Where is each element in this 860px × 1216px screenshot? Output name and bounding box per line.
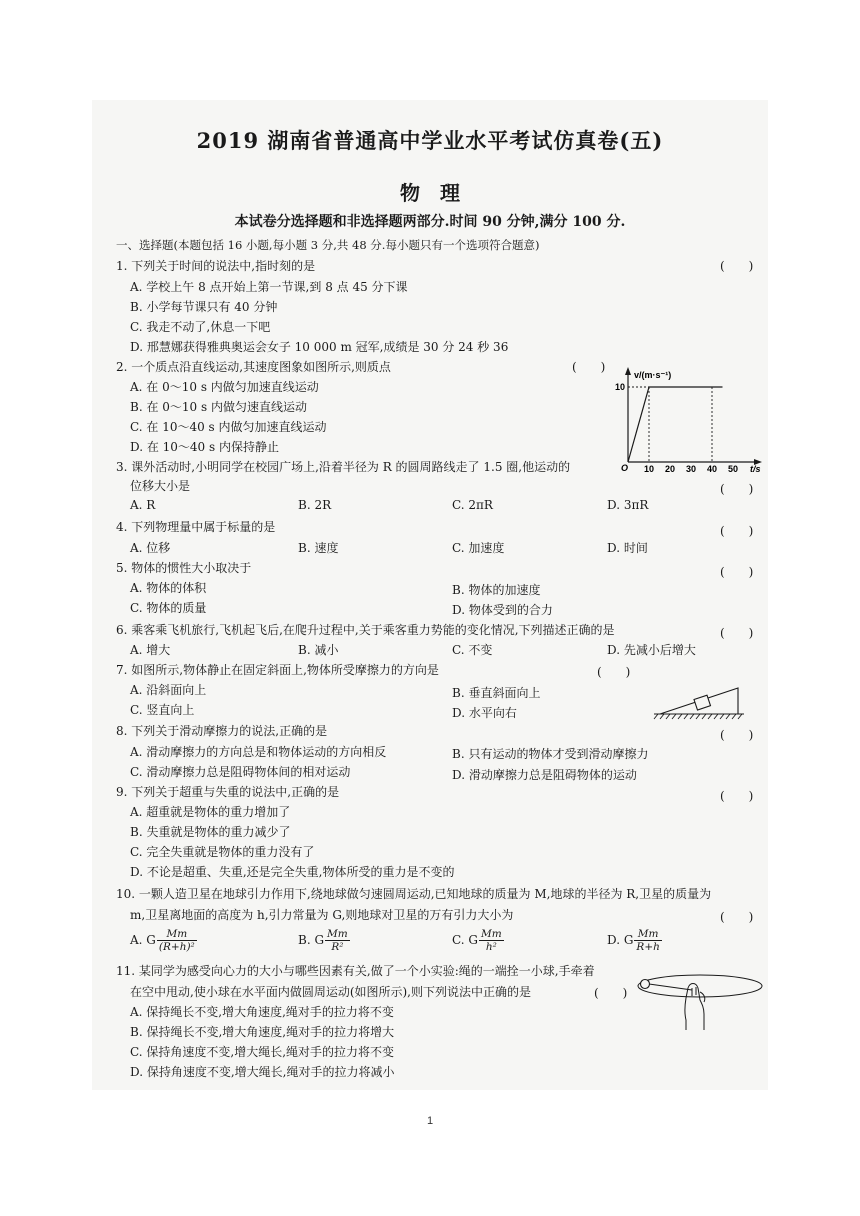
ball-icon	[641, 980, 650, 989]
question-11-stem-cont: 在空中甩动,使小球在水平面内做圆周运动(如图所示),则下列说法中正确的是	[130, 985, 531, 999]
answer-blank-3[interactable]: ( )	[720, 482, 754, 496]
q10-option-a-fraction	[157, 928, 197, 953]
q10-option-c	[452, 928, 504, 953]
question-5-stem: 5. 物体的惯性大小取决于	[116, 561, 252, 575]
question-9-stem: 9. 下列关于超重与失重的说法中,正确的是	[116, 785, 340, 799]
ground-hatching	[654, 714, 744, 719]
q1-option-d: D. 邢慧娜获得雅典奥运会女子 10 000 m 冠军,成绩是 30 分 24 秒 36	[130, 340, 509, 354]
answer-blank-4[interactable]: ( )	[720, 524, 754, 538]
q10-option-a-prefix: A. G	[130, 933, 156, 947]
q11-option-a: A. 保持绳长不变,增大角速度,绳对手的拉力将不变	[130, 1005, 394, 1019]
fraction-denominator: h²	[485, 941, 497, 953]
question-7-stem: 7. 如图所示,物体静止在固定斜面上,物体所受摩擦力的方向是	[116, 663, 439, 677]
q5-option-c: C. 物体的质量	[130, 601, 207, 615]
y-tick-label: 10	[615, 382, 626, 392]
string	[649, 984, 692, 990]
subject-title: 物 理	[400, 181, 460, 205]
q1-option-a: A. 学校上午 8 点开始上第一节课,到 8 点 45 分下课	[130, 280, 408, 294]
q1-option-c: C. 我走不动了,休息一下吧	[130, 320, 271, 334]
question-6-stem: 6. 乘客乘飞机旅行,飞机起飞后,在爬升过程中,关于乘客重力势能的变化情况,下列描述正确的是	[116, 623, 615, 637]
q2-option-b: B. 在 0～10 s 内做匀速直线运动	[130, 400, 307, 414]
q2-option-c: C. 在 10～40 s 内做匀加速直线运动	[130, 420, 327, 434]
question-2-stem: 2. 一个质点沿直线运动,其速度图象如图所示,则质点	[116, 360, 391, 374]
question-1-stem: 1. 下列关于时间的说法中,指时刻的是	[116, 259, 316, 273]
section-heading: 一、选择题(本题包括 16 小题,每小题 3 分,共 48 分.每小题只有一个选项符合题意)	[116, 238, 540, 252]
fraction-numerator: Mm	[327, 928, 348, 940]
answer-blank-6[interactable]: ( )	[720, 626, 754, 640]
answer-blank-8[interactable]: ( )	[720, 728, 754, 742]
question-10-stem: 10. 一颗人造卫星在地球引力作用下,绕地球做匀速圆周运动,已知地球的质量为 M,地球的半径为 R,卫星的质量为	[116, 887, 712, 901]
x-tick-label: 50	[728, 464, 739, 474]
answer-blank-2[interactable]: ( )	[572, 360, 606, 374]
q3-option-b: B. 2R	[298, 498, 332, 512]
y-axis-label: v/(m·s⁻¹)	[634, 370, 672, 380]
q6-option-d: D. 先减小后增大	[607, 643, 696, 657]
exam-info: 本试卷分选择题和非选择题两部分.时间 90 分钟,满分 100 分.	[234, 214, 626, 230]
q9-option-c: C. 完全失重就是物体的重力没有了	[130, 845, 315, 859]
q6-option-a: A. 增大	[130, 643, 171, 657]
fraction-numerator: Mm	[157, 928, 197, 941]
q6-option-b: B. 减小	[298, 643, 339, 657]
fraction-denominator: (R+h)²	[158, 941, 195, 953]
q10-option-c-fraction	[479, 928, 504, 953]
q8-option-a: A. 滑动摩擦力的方向总是和物体运动的方向相反	[130, 745, 387, 759]
q11-option-b: B. 保持绳长不变,增大角速度,绳对手的拉力将增大	[130, 1025, 395, 1039]
velocity-time-graph	[600, 362, 770, 474]
q9-option-a: A. 超重就是物体的重力增加了	[130, 805, 291, 819]
answer-blank-11[interactable]: ( )	[594, 986, 628, 1000]
q8-option-b: B. 只有运动的物体才受到滑动摩擦力	[452, 747, 649, 761]
fraction-denominator: R²	[331, 941, 344, 953]
q8-option-c: C. 滑动摩擦力总是阻碍物体间的相对运动	[130, 765, 351, 779]
incline-figure	[650, 676, 748, 722]
answer-blank-7[interactable]: ( )	[597, 665, 631, 679]
q5-option-a: A. 物体的体积	[130, 581, 207, 595]
q8-option-d: D. 滑动摩擦力总是阻碍物体的运动	[452, 768, 637, 782]
whirling-ball-figure	[630, 968, 768, 1038]
fraction-denominator: R+h	[636, 941, 660, 953]
q7-option-d: D. 水平向右	[452, 706, 517, 720]
x-tick-label: 40	[707, 464, 718, 474]
q7-option-b: B. 垂直斜面向上	[452, 686, 541, 700]
question-4-stem: 4. 下列物理量中属于标量的是	[116, 520, 276, 534]
q10-option-b-fraction	[325, 928, 350, 953]
q7-option-a: A. 沿斜面向上	[130, 683, 207, 697]
fraction-numerator: Mm	[634, 928, 661, 941]
question-8-stem: 8. 下列关于滑动摩擦力的说法,正确的是	[116, 724, 328, 738]
paper-title: 2019 湖南省普通高中学业水平考试仿真卷(五)	[196, 128, 664, 153]
q9-option-b: B. 失重就是物体的重力减少了	[130, 825, 291, 839]
q2-option-d: D. 在 10～40 s 内保持静止	[130, 440, 279, 454]
q4-option-c: C. 加速度	[452, 541, 505, 555]
q10-option-d	[607, 928, 662, 953]
x-tick-label: 10	[644, 464, 655, 474]
x-tick-label: 30	[686, 464, 697, 474]
block-on-incline	[694, 695, 711, 710]
q11-option-c: C. 保持角速度不变,增大绳长,绳对手的拉力将不变	[130, 1045, 395, 1059]
q11-option-d: D. 保持角速度不变,增大绳长,绳对手的拉力将减小	[130, 1065, 395, 1079]
q6-option-c: C. 不变	[452, 643, 493, 657]
question-3-stem-cont: 位移大小是	[130, 479, 191, 493]
answer-blank-10[interactable]: ( )	[720, 910, 754, 924]
q10-option-c-prefix: C. G	[452, 933, 478, 947]
hand-icon	[685, 984, 705, 1031]
q10-option-a	[130, 928, 197, 953]
q7-option-c: C. 竖直向上	[130, 703, 195, 717]
q5-option-b: B. 物体的加速度	[452, 583, 541, 597]
q1-option-b: B. 小学每节课只有 40 分钟	[130, 300, 278, 314]
fraction-numerator: Mm	[480, 928, 502, 940]
q10-option-b-prefix: B. G	[298, 933, 325, 947]
q10-option-d-fraction	[634, 928, 661, 953]
v-axis-arrow	[625, 367, 631, 375]
velocity-series-line	[628, 387, 723, 462]
q10-option-b	[298, 928, 350, 953]
q10-option-d-prefix: D. G	[607, 933, 634, 947]
answer-blank-9[interactable]: ( )	[720, 789, 754, 803]
q3-option-a: A. R	[130, 498, 156, 512]
circular-path	[638, 975, 762, 997]
q2-option-a: A. 在 0～10 s 内做匀加速直线运动	[130, 380, 319, 394]
x-tick-label: 20	[665, 464, 676, 474]
q4-option-a: A. 位移	[130, 541, 171, 555]
answer-blank-5[interactable]: ( )	[720, 565, 754, 579]
q3-option-d: D. 3πR	[607, 498, 649, 512]
q9-option-d: D. 不论是超重、失重,还是完全失重,物体所受的重力是不变的	[130, 865, 455, 879]
q4-option-b: B. 速度	[298, 541, 339, 555]
answer-blank-1[interactable]: ( )	[720, 259, 754, 273]
question-10-stem-cont: m,卫星离地面的高度为 h,引力常量为 G,则地球对卫星的万有引力大小为	[130, 908, 514, 922]
x-axis-label: t/s	[750, 464, 761, 474]
question-3-stem: 3. 课外活动时,小明同学在校园广场上,沿着半径为 R 的圆周路线走了 1.5 圈,他运动的	[116, 460, 571, 474]
origin-label: O	[621, 463, 629, 473]
q4-option-d: D. 时间	[607, 541, 648, 555]
question-11-stem: 11. 某同学为感受向心力的大小与哪些因素有关,做了一个小实验:绳的一端拴一小球,手牵着	[116, 964, 595, 978]
q3-option-c: C. 2πR	[452, 498, 493, 512]
page-number: 1	[426, 1115, 434, 1127]
q5-option-d: D. 物体受到的合力	[452, 603, 553, 617]
